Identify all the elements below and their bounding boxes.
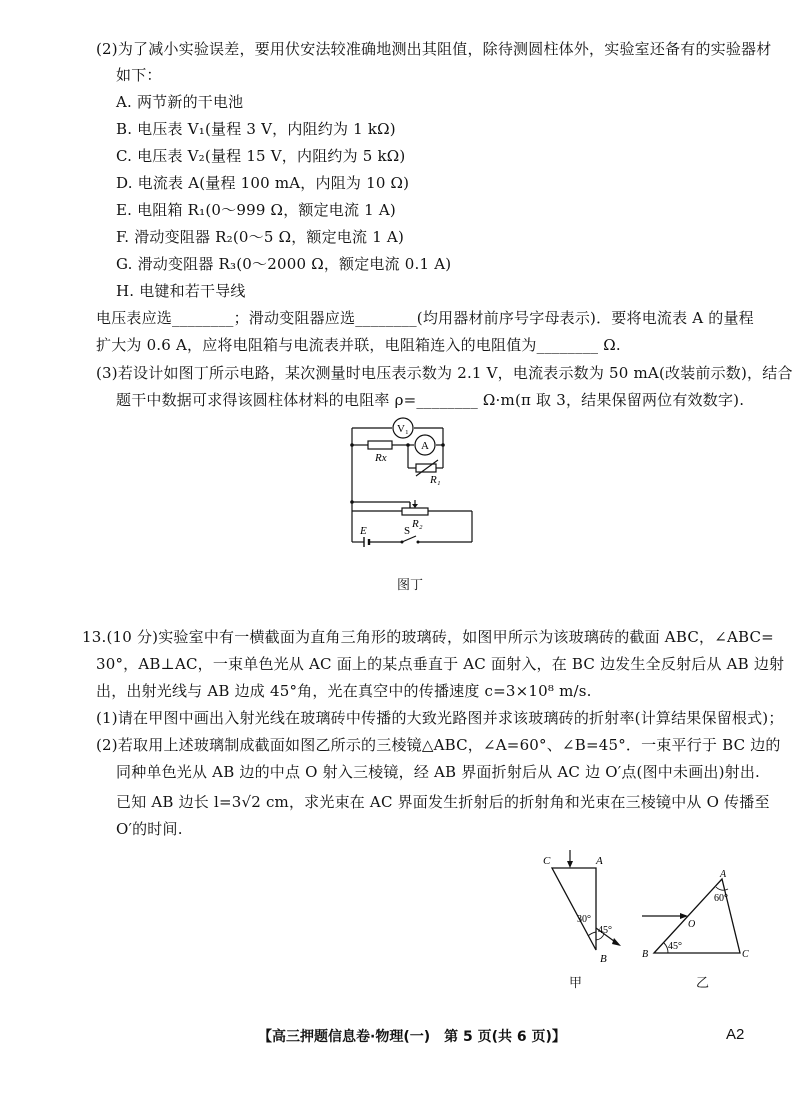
jia-angle-45: 45°: [598, 925, 612, 936]
q13-line1: 13.(10 分)实验室中有一横截面为直角三角形的玻璃砖，如图甲所示为该玻璃砖的截面 ABC，∠ABC=: [82, 628, 774, 646]
q13-sub1: (1)请在甲图中画出入射光线在玻璃砖中传播的大致光路图并求该玻璃砖的折射率(计算结果保留根式)；: [96, 709, 784, 727]
q12-part3-line2: 题干中数据可求得该圆柱体材料的电阻率 ρ=________ Ω·m(π 取 3，结果保留两位有效数字).: [116, 391, 745, 409]
jia-label-a: A: [596, 855, 603, 867]
figure-yi: [640, 865, 755, 970]
figure-jia-caption: 甲: [569, 976, 583, 991]
equipment-item-a: A. 两节新的干电池: [116, 93, 244, 111]
yi-label-b: B: [642, 949, 649, 960]
figure-yi-caption: 乙: [696, 976, 710, 991]
q12-part3-line1: (3)若设计如图丁所示电路，某次测量时电压表示数为 2.1 V，电流表示数为 50 mA(改装前示数)，结合: [96, 364, 793, 382]
rx-label: Rx: [375, 452, 387, 464]
footer-code: A2: [726, 1026, 745, 1043]
q12-fill-line2: 扩大为 0.6 A，应将电阻箱与电流表并联，电阻箱连入的电阻值为________ Ω.: [96, 336, 621, 354]
equipment-item-f: F. 滑动变阻器 R₂(0～5 Ω，额定电流 1 A): [116, 228, 404, 246]
q13-line2: 30°，AB⊥AC，一束单色光从 AC 面上的某点垂直于 AC 面射入，在 BC 边发生全反射后从 AB 边射: [96, 655, 785, 673]
q12-fill-line1: 电压表应选________；滑动变阻器应选________(均用器材前序号字母表示)．要将电流表 A 的量程: [96, 309, 754, 327]
yi-angle-60: 60°: [714, 893, 728, 904]
triangle-abc-jia: [552, 868, 596, 950]
r2-resistor: [402, 508, 428, 515]
jia-label-b: B: [600, 953, 607, 965]
q12-part2-intro-line1: (2)为了减小实验误差，要用伏安法较准确地测出其阻值，除待测圆柱体外，实验室还备有的实验器材: [96, 40, 772, 58]
yi-label-c: C: [742, 949, 749, 960]
footer-title: 【高三押题信息卷·物理(一) 第 5 页(共 6 页)】: [258, 1029, 566, 1045]
v1-label: V₁: [397, 423, 409, 435]
figure-jia: [540, 850, 640, 975]
yi-angle-45: 45°: [668, 941, 682, 952]
q13-line3: 出，出射光线与 AB 边成 45°角，光在真空中的传播速度 c=3×10⁸ m/s.: [96, 682, 592, 700]
equipment-item-g: G. 滑动变阻器 R₃(0～2000 Ω，额定电流 0.1 A): [116, 255, 452, 273]
equipment-item-c: C. 电压表 V₂(量程 15 V，内阻约为 5 kΩ): [116, 147, 406, 165]
e-label: E: [360, 525, 367, 537]
equipment-item-e: E. 电阻箱 R₁(0～999 Ω，额定电流 1 A): [116, 201, 396, 219]
equipment-item-b: B. 电压表 V₁(量程 3 V，内阻约为 1 kΩ): [116, 120, 396, 138]
circuit-diagram: [340, 410, 490, 555]
yi-label-o: O: [688, 919, 696, 930]
equipment-item-d: D. 电流表 A(量程 100 mA，内阻为 10 Ω): [116, 174, 410, 192]
circuit-caption: 图丁: [397, 578, 424, 593]
q12-part2-intro-line2: 如下：: [116, 66, 162, 84]
q13-sub2-line1: (2)若取用上述玻璃制成截面如图乙所示的三棱镜△ABC，∠A=60°、∠B=45°．一束平行于 BC 边的: [96, 736, 781, 754]
q13-sub2-line2: 同种单色光从 AB 边的中点 O 射入三棱镜，经 AB 界面折射后从 AC 边 O′点(图中未画出)射出.: [116, 763, 761, 781]
jia-angle-30: 30°: [577, 914, 591, 925]
q13-sub2-line3: 已知 AB 边长 l=3√2 cm，求光束在 AC 界面发生折射后的折射角和光束在三棱镜中从 O 传播至: [116, 793, 770, 811]
yi-label-a: A: [720, 869, 727, 880]
rx-resistor: [368, 441, 392, 449]
jia-label-c: C: [543, 855, 551, 867]
a-label: A: [421, 440, 429, 452]
q13-sub2-line4: O′的时间.: [116, 820, 183, 838]
s-label: S: [404, 525, 411, 537]
r1-label: R₁: [430, 474, 441, 486]
equipment-item-h: H. 电键和若干导线: [116, 282, 246, 300]
r2-label: R₂: [412, 518, 423, 530]
